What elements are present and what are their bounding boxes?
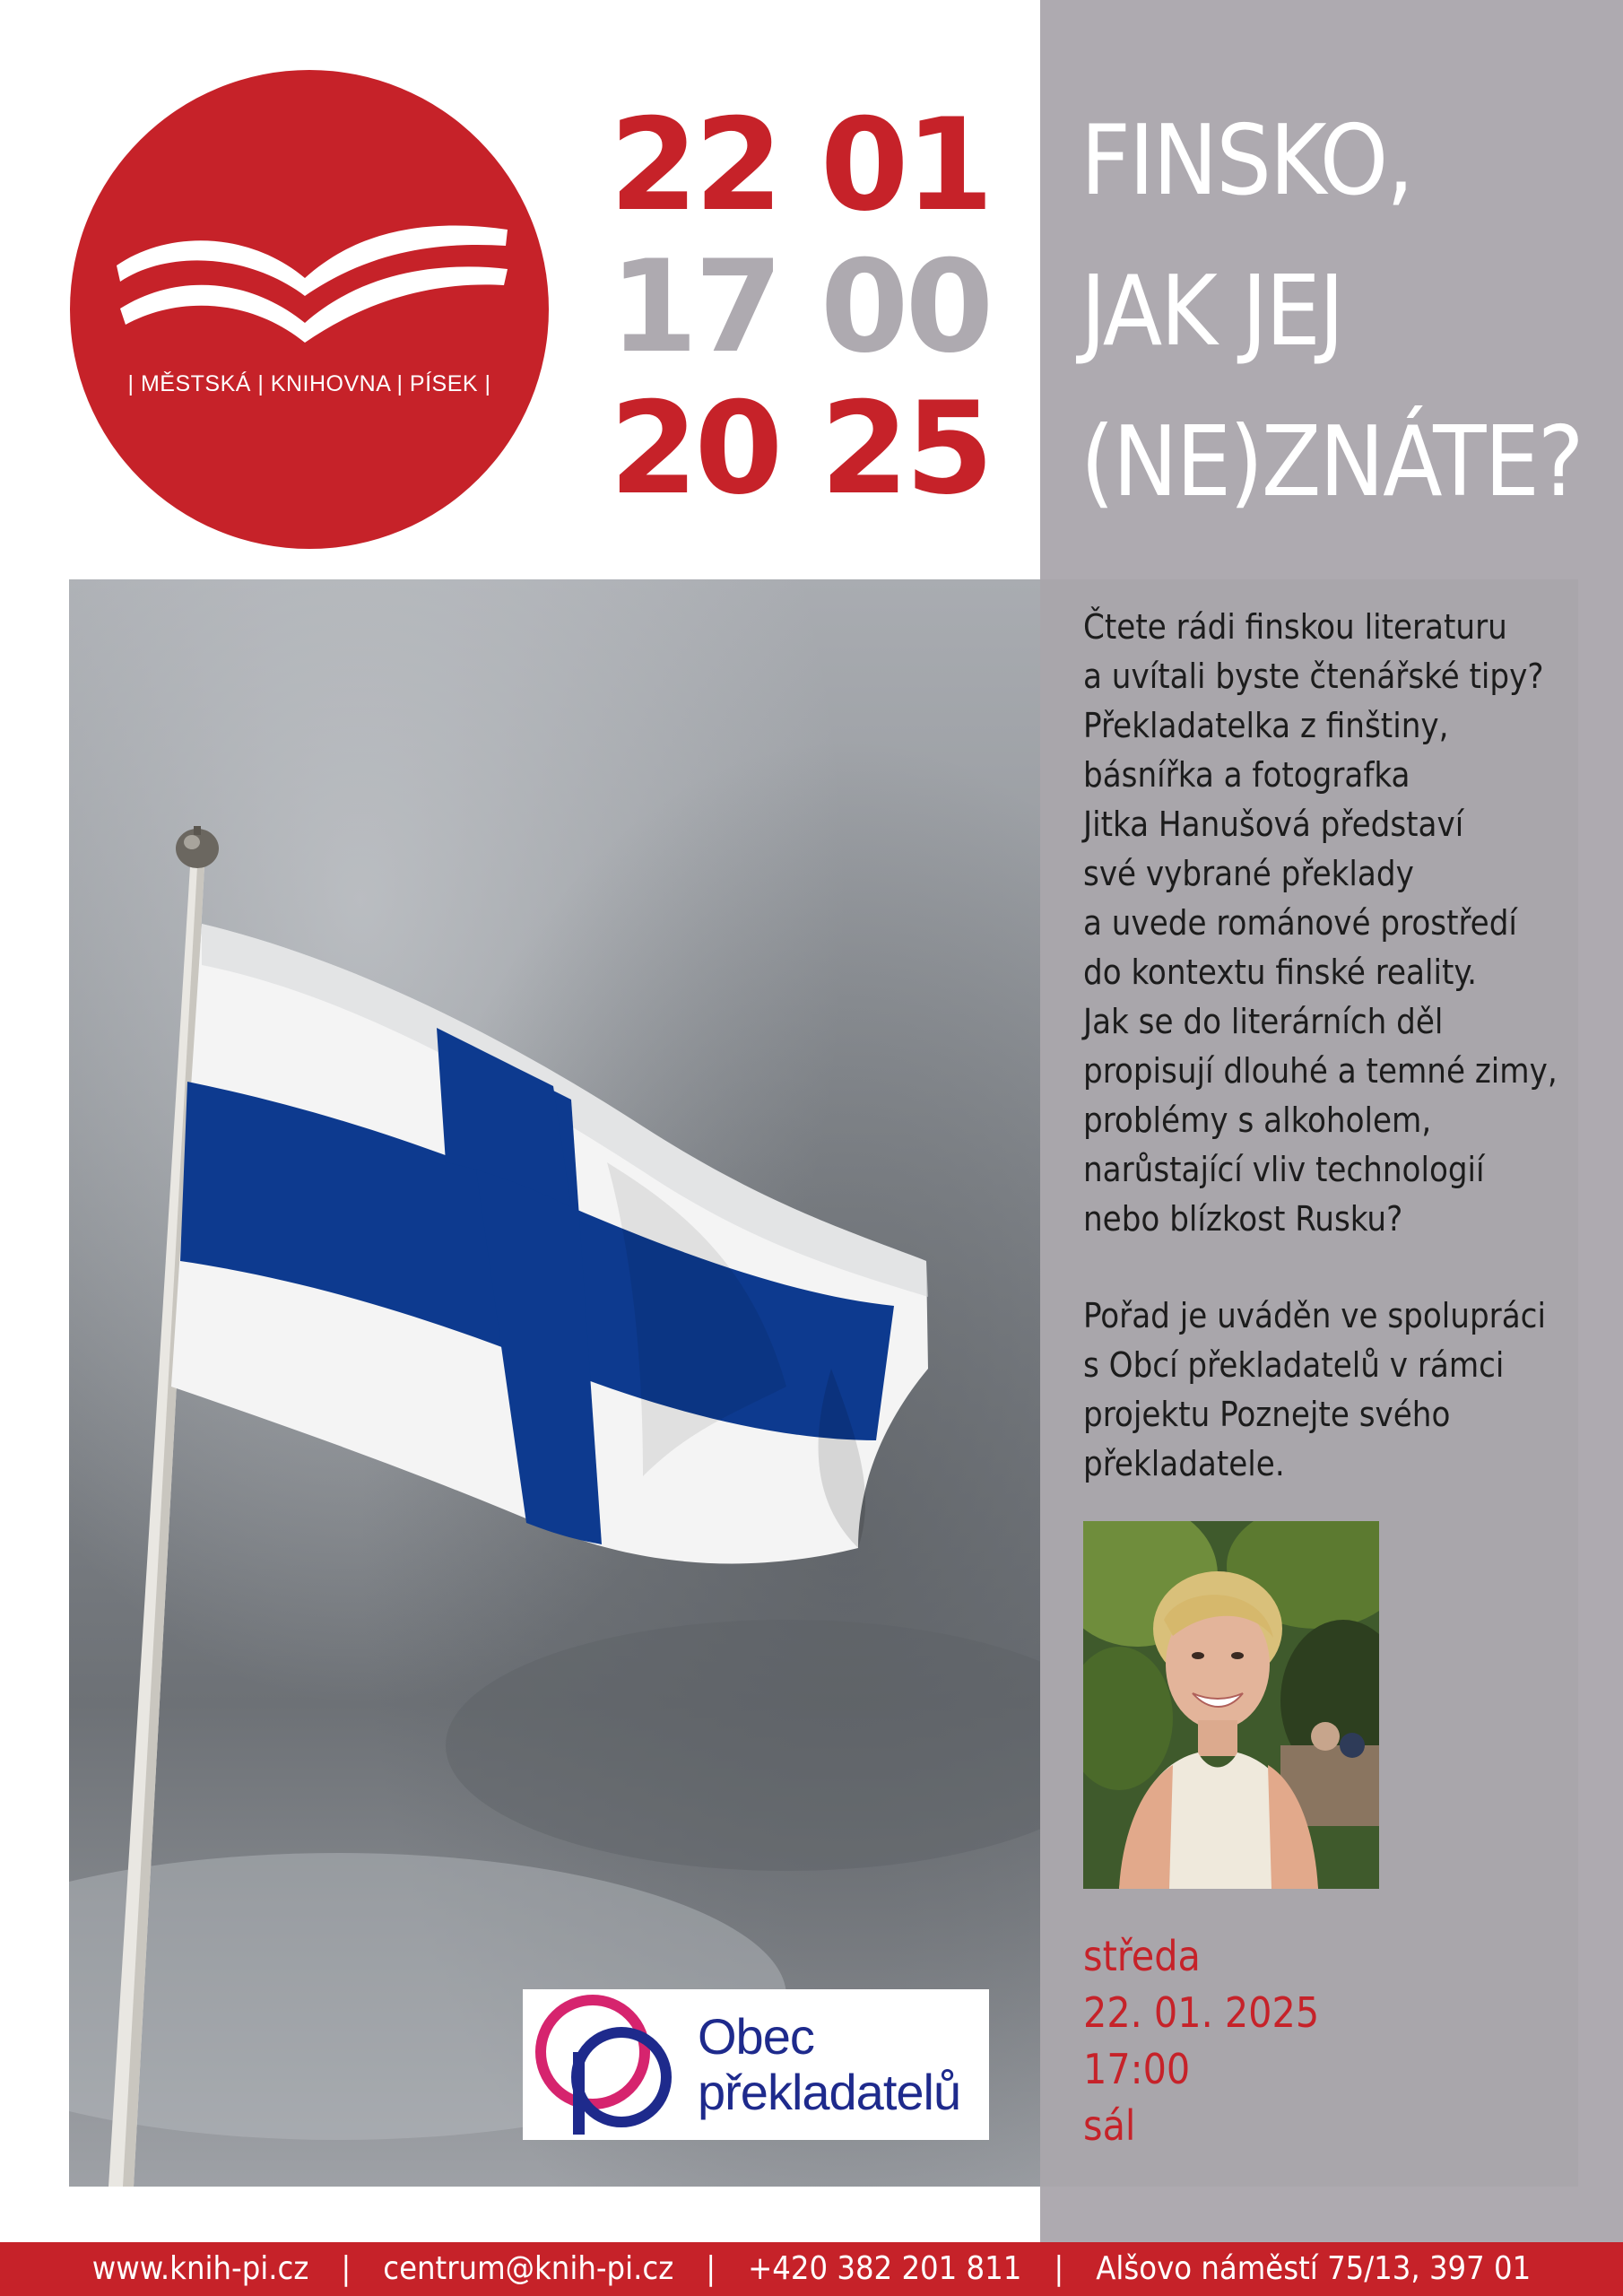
date-day-month: 22 01 [609,91,991,239]
event-day: středa [1083,1932,1201,1980]
text-line: s Obcí překladatelů v rámci [1083,1345,1505,1385]
footer-address: Alšovo náměstí 75/13, 397 01 [1096,2250,1532,2287]
headline-line-3: (NE)ZNÁTE? [1081,406,1583,518]
description-paragraph-1 [1083,603,1585,1244]
partner-logo [523,1989,989,2140]
text-line: propisují dlouhé a temné zimy, [1083,1051,1558,1091]
text-line: nebo blízkost Rusku? [1083,1199,1403,1239]
date-time: 17 00 [609,233,991,381]
text-line: Čtete rádi finskou literaturu [1083,607,1507,647]
event-details [1083,1928,1319,2154]
library-logo [70,70,549,549]
footer-separator: | [706,2250,716,2287]
text-line: a uvítali byste čtenářské tipy? [1083,657,1544,696]
text-line: problémy s alkoholem, [1083,1100,1432,1140]
event-time: 17:00 [1083,2045,1191,2093]
footer-phone: +420 382 201 811 [748,2250,1022,2287]
open-book-icon [70,70,549,549]
event-place: sál [1083,2101,1136,2150]
text-line: projektu Poznejte svého [1083,1395,1451,1434]
footer-web-link[interactable]: www.knih-pi.cz [91,2250,309,2287]
text-line: básnířka a fotografka [1083,755,1410,795]
footer-separator: | [341,2250,352,2287]
footer-separator: | [1054,2250,1064,2287]
text-line: narůstající vliv technologií [1083,1150,1485,1189]
headline-line-2: JAK JEJ [1081,256,1343,368]
finnish-flag-photo [69,579,1040,2187]
description-paragraph-2 [1083,1292,1585,1489]
library-name: | MĚSTSKÁ | KNIHOVNA | PÍSEK | [127,371,491,396]
text-line: do kontextu finské reality. [1083,952,1478,992]
text-line: Pořad je uváděn ve spolupráci [1083,1296,1546,1335]
text-line: Jak se do literárních děl [1083,1002,1444,1041]
partner-line-2: překladatelů [698,2064,961,2120]
text-line: Jitka Hanušová představí [1083,804,1464,844]
partner-logo-text [698,2009,960,2120]
footer-email-link[interactable]: centrum@knih-pi.cz [383,2250,674,2287]
event-date: 22. 01. 2025 [1083,1988,1320,2037]
text-line: a uvede románové prostředí [1083,903,1517,943]
footer-contact-bar [0,2242,1623,2296]
date-year: 20 25 [609,375,991,523]
partner-line-1: Obec [698,2008,814,2065]
speaker-portrait [1083,1521,1379,1889]
text-line: své vybrané překlady [1083,854,1414,893]
text-line: překladatele. [1083,1444,1285,1483]
headline-line-1: FINSKO, [1081,105,1413,217]
text-line: Překladatelka z finštiny, [1083,706,1449,745]
